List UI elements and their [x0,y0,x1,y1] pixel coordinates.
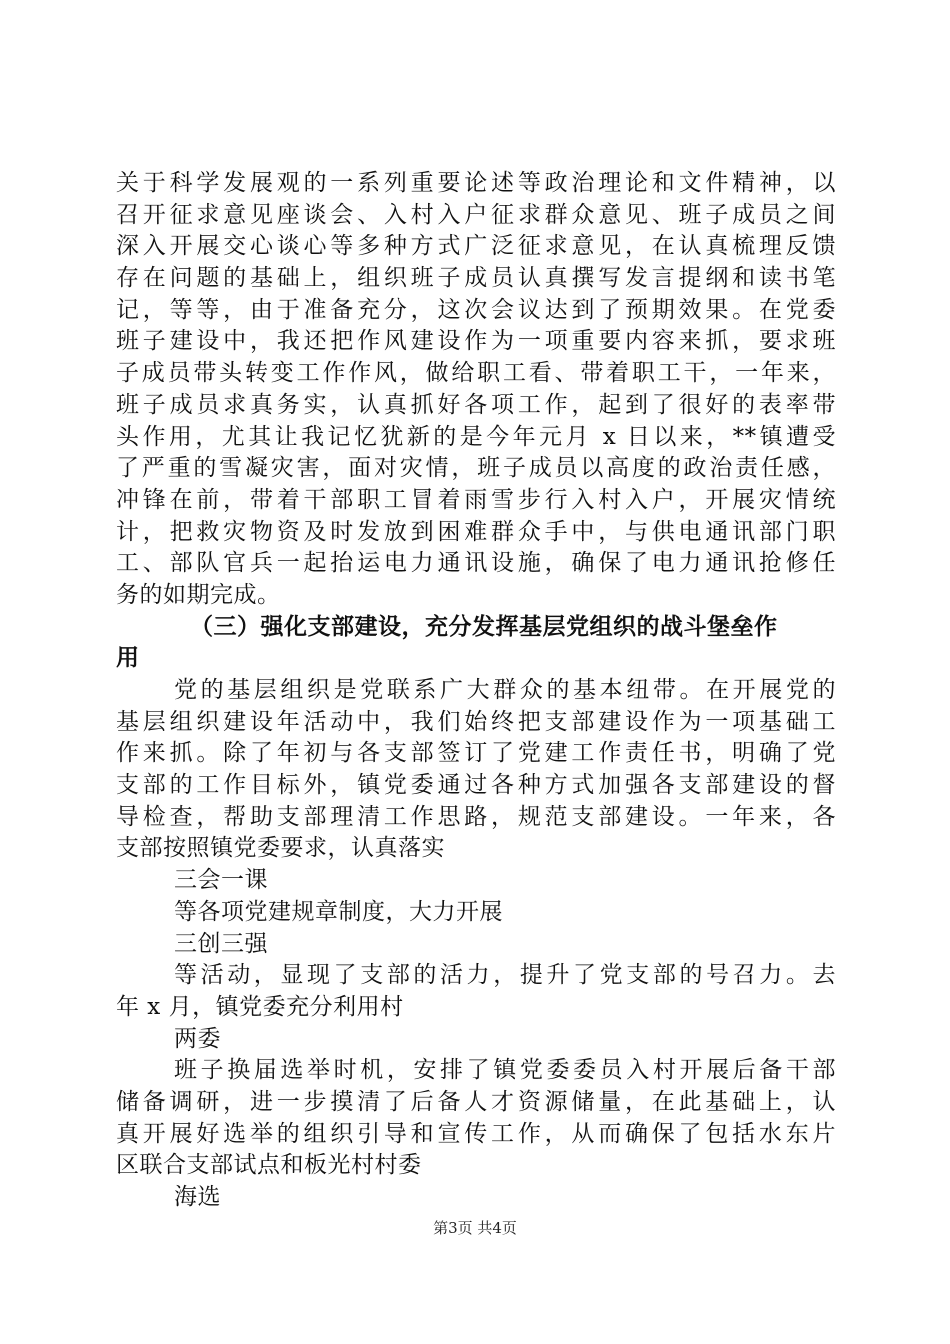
text-line: 深入开展交心谈心等多种方式广泛征求意见，在认真梳理反馈 [116,233,836,260]
page-number-label: 第3页 共4页 [433,1219,517,1237]
text-line: 基层组织建设年活动中，我们始终把支部建设作为一项基础工 [116,708,836,735]
heading-line: 用 [116,645,140,672]
paragraph-1 [116,168,836,612]
page-footer [0,1218,950,1238]
text-line: 了严重的雪凝灾害，面对灾情，班子成员以高度的政治责任感， [116,455,836,482]
text-line: 储备调研，进一步摸清了后备人才资源储量，在此基础上，认 [116,1088,836,1115]
text-line: 计，把救灾物资及时发放到困难群众手中，与供电通讯部门职 [116,518,836,545]
text-fragment: 两委 [174,1025,221,1052]
text-fragment: 等各项党建规章制度，大力开展 [174,898,503,925]
text-fragment: 海选 [174,1184,221,1210]
text-line: 导检查，帮助支部理清工作思路，规范支部建设。一年来，各 [116,803,836,830]
text-line: 冲锋在前，带着干部职工冒着雨雪步行入村入户，开展灾情统 [116,486,836,513]
text-line: 关于科学发展观的一系列重要论述等政治理论和文件精神，以 [116,170,836,196]
text-line: 年 x 月，镇党委充分利用村 [116,993,404,1020]
text-fragment: 三创三强 [174,930,268,957]
paragraph-4 [116,1055,836,1182]
text-line: 班子建设中，我还把作风建设作为一项重要内容来抓，要求班 [116,328,836,355]
text-fragment: 三会一课 [174,867,268,894]
text-line: 等活动，显现了支部的活力，提升了党支部的号召力。去 [174,962,836,989]
paragraph-3 [116,960,836,1023]
text-line: 记，等等，由于准备充分，这次会议达到了预期效果。在党委 [116,296,836,323]
text-line: 党的基层组织是党联系广大群众的基本纽带。在开展党的 [174,677,836,703]
text-line: 真开展好选举的组织引导和宣传工作，从而确保了包括水东片 [116,1120,836,1147]
text-line: 班子成员求真务实，认真抓好各项工作，起到了很好的表率带 [116,391,836,418]
text-line: 存在问题的基础上，组织班子成员认真撰写发言提纲和读书笔 [116,265,836,292]
text-line: 班子换届选举时机，安排了镇党委委员入村开展后备干部 [174,1057,836,1084]
heading-line: （三）强化支部建设，充分发挥基层党组织的战斗堡垒作 [190,613,778,640]
text-line: 工、部队官兵一起抬运电力通讯设施，确保了电力通讯抢修任 [116,550,836,577]
text-line: 作来抓。除了年初与各支部签订了党建工作责任书，明确了党 [116,740,836,767]
text-line: 召开征求意见座谈会、入村入户征求群众意见、班子成员之间 [116,201,836,228]
document-body [116,168,836,1214]
text-line: 支部的工作目标外，镇党委通过各种方式加强各支部建设的督 [116,772,836,799]
paragraph-2 [116,675,836,865]
text-line: 支部按照镇党委要求，认真落实 [116,835,445,862]
text-line: 务的如期完成。 [116,581,281,608]
text-line: 区联合支部试点和板光村村委 [116,1152,422,1179]
text-line: 头作用，尤其让我记忆犹新的是今年元月 x 日以来，**镇遭受 [116,423,836,450]
text-line: 子成员带头转变工作作风，做给职工看、带着职工干，一年来， [116,360,836,387]
section-heading [116,612,836,675]
